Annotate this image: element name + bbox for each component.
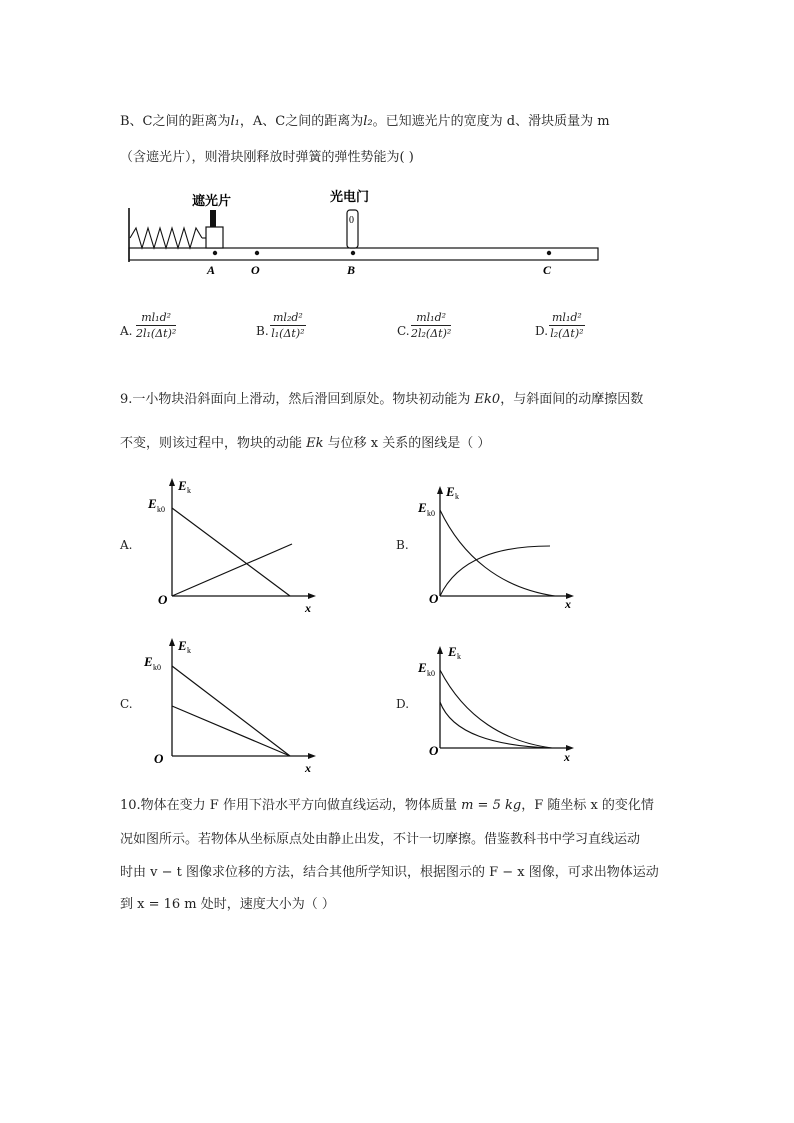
curve-decay <box>440 510 555 596</box>
q8-option-a-label: A. <box>120 324 133 338</box>
q9-option-c-label: C. <box>120 697 133 711</box>
curve-ascending <box>172 544 292 596</box>
point-a-label: A <box>207 263 216 277</box>
curve-rise <box>440 546 550 596</box>
l1-symbol: l₁ <box>230 114 240 129</box>
denominator: l₂(Δt)² <box>550 327 584 340</box>
q8-text-segment: ，A、C之间的距离为 <box>239 114 364 129</box>
q10-text-line-2: 况如图所示。若物体从坐标原点处由静止出发，不计一切摩擦。借鉴教科书中学习直线运动 <box>120 832 641 847</box>
origin-label: O <box>158 592 168 607</box>
q8-text-line-2: （含遮光片），则滑块刚释放时弹簧的弹性势能为( ) <box>120 150 414 165</box>
numerator: ml₁d² <box>552 311 582 324</box>
q8-option-b-label: B. <box>256 324 269 338</box>
numerator: ml₁d² <box>141 311 172 324</box>
origin-label: O <box>429 743 439 758</box>
axis-y-label: E <box>446 484 455 499</box>
q10-text-segment: 10.物体在变力 F 作用下沿水平方向做直线运动，物体质量 <box>120 798 462 813</box>
q9-graph-c <box>140 630 325 775</box>
mass-value: m = 5 kg <box>461 798 522 813</box>
denominator: 2l₁(Δt)² <box>136 327 177 340</box>
q10-text-line-4: 到 x = 16 m 处时，速度大小为（ ） <box>120 897 335 912</box>
track <box>129 248 598 260</box>
axis-x-label: x <box>305 601 311 615</box>
q9-text-segment: 与位移 x 关系的图线是（ ） <box>323 436 491 451</box>
axis-x-label: x <box>305 761 311 775</box>
curve-lower <box>172 706 290 756</box>
l2-symbol: l₂ <box>363 114 373 129</box>
axis-y-label: E <box>178 638 187 653</box>
q9-option-d-label: D. <box>396 697 410 711</box>
ek0-label: E <box>418 660 427 675</box>
ek0-label-sub: k0 <box>153 663 161 672</box>
q8-option-a-formula <box>136 311 176 340</box>
axis-y-label-sub: k <box>187 486 191 495</box>
ek0-label-sub: k0 <box>157 505 165 514</box>
q8-option-d-label: D. <box>535 324 549 338</box>
axis-y-label: E <box>448 644 457 659</box>
point-o-label: O <box>251 263 260 277</box>
q9-graph-d <box>410 636 585 771</box>
origin-label: O <box>429 591 439 606</box>
ek0-label: E <box>148 496 157 511</box>
slider-block <box>206 227 223 248</box>
photogate-mark: 0 <box>349 215 354 226</box>
q8-option-c-formula <box>411 311 451 340</box>
point-b-label: B <box>347 263 356 277</box>
q10-text-line-1 <box>120 794 654 813</box>
axis-x-label: x <box>564 750 570 764</box>
q9-text-segment: ，与斜面间的动摩擦因数 <box>500 392 644 407</box>
curve-upper <box>172 666 290 756</box>
q9-option-a-label: A. <box>120 538 133 552</box>
q9-graph-b <box>410 478 585 618</box>
q8-option-d-formula <box>549 311 585 340</box>
q8-option-c-label: C. <box>397 324 410 338</box>
ek-symbol: Ek <box>306 436 324 451</box>
point-c-label: C <box>543 263 552 277</box>
spring <box>130 228 202 248</box>
q9-option-b-label: B. <box>396 538 409 552</box>
axis-y-label: E <box>178 478 187 493</box>
shutter-icon <box>210 210 216 227</box>
denominator: 2l₂(Δt)² <box>411 327 452 340</box>
q9-text-segment: 不变，则该过程中，物块的动能 <box>120 436 307 451</box>
q8-option-b-formula <box>270 311 306 340</box>
ek0-label: E <box>418 500 427 515</box>
axis-y-label-sub: k <box>455 492 459 501</box>
q8-text-segment: 。已知遮光片的宽度为 d、滑块质量为 m <box>372 114 610 129</box>
q9-text-line-2 <box>120 432 490 451</box>
ek0-label: E <box>144 654 153 669</box>
photogate-label: 光电门 <box>330 189 370 204</box>
curve-lower <box>440 702 552 748</box>
q8-apparatus-diagram <box>120 186 610 286</box>
q9-graph-a <box>140 470 325 615</box>
ek0-symbol: Ek0 <box>474 392 501 407</box>
axis-x-label: x <box>565 597 571 611</box>
q10-text-segment: ，F 随坐标 x 的变化情 <box>521 798 654 813</box>
axis-y-label-sub: k <box>187 646 191 655</box>
q8-text-line-1 <box>120 110 610 129</box>
denominator: l₁(Δt)² <box>271 327 305 340</box>
q9-text-line-1 <box>120 388 643 407</box>
ek0-label-sub: k0 <box>427 509 435 518</box>
q10-text-line-3: 时由 v − t 图像求位移的方法，结合其他所学知识，根据图示的 F − x 图像，可求出物体运动 <box>120 865 659 880</box>
q9-text-segment: 9.一小物块沿斜面向上滑动，然后滑回到原处。物块初动能为 <box>120 392 475 407</box>
numerator: ml₂d² <box>273 311 303 324</box>
curve-upper <box>440 670 552 748</box>
q8-text-segment: B、C之间的距离为 <box>120 114 231 129</box>
ek0-label-sub: k0 <box>427 669 435 678</box>
axis-y-label-sub: k <box>457 652 461 661</box>
origin-label: O <box>154 751 164 766</box>
numerator: ml₁d² <box>416 311 447 324</box>
shutter-label: 遮光片 <box>192 193 232 208</box>
